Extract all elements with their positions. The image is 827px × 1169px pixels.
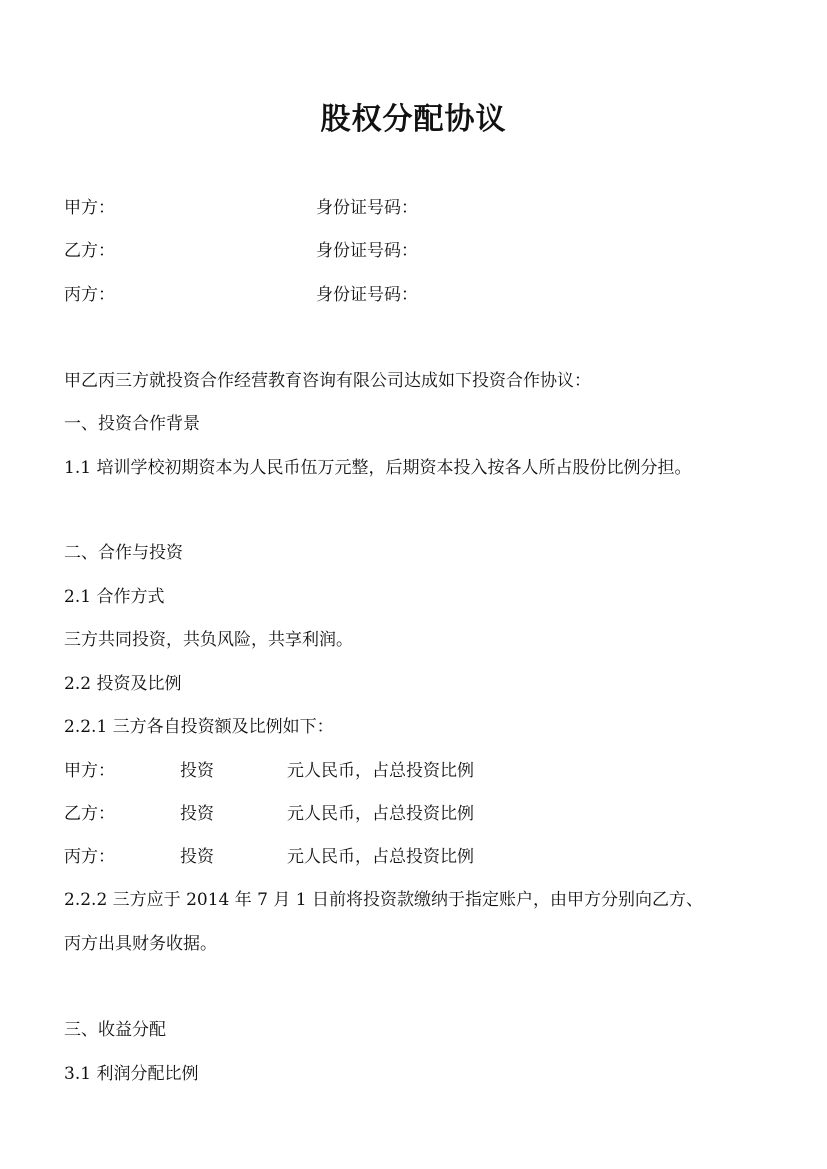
investment-c-label: 投资: [180, 847, 214, 867]
clause-2-1-heading: 2.1 合作方式: [64, 587, 165, 607]
party-a-id-label: 身份证号码：: [316, 198, 418, 218]
party-a-label: 甲方：: [64, 198, 115, 218]
section-2-heading: 二、合作与投资: [64, 543, 183, 563]
investment-b-unit: 元人民币，占总投资比例: [287, 804, 474, 824]
clause-2-1-text: 三方共同投资，共负风险，共享利润。: [64, 630, 353, 650]
clause-3-1-heading: 3.1 利润分配比例: [64, 1064, 199, 1084]
clause-1-1: 1.1 培训学校初期资本为人民币伍万元整，后期资本投入按各人所占股份比例分担。: [64, 458, 692, 478]
section-1-heading: 一、投资合作背景: [64, 414, 200, 434]
clause-2-2-heading: 2.2 投资及比例: [64, 674, 182, 694]
investment-b-label: 投资: [180, 804, 214, 824]
investment-a-label: 投资: [180, 761, 214, 781]
investment-c-unit: 元人民币，占总投资比例: [287, 847, 474, 867]
investment-party-a: 甲方：: [64, 761, 115, 781]
clause-2-2-2-line-2: 丙方出具财务收据。: [64, 934, 217, 954]
investment-party-c: 丙方：: [64, 847, 115, 867]
intro-paragraph: 甲乙丙三方就投资合作经营教育咨询有限公司达成如下投资合作协议：: [64, 371, 591, 391]
investment-party-b: 乙方：: [64, 804, 115, 824]
section-3-heading: 三、收益分配: [64, 1020, 166, 1040]
clause-2-2-2-line-1: 2.2.2 三方应于 2014 年 7 月 1 日前将投资款缴纳于指定账户，由甲方分别向乙方、: [64, 890, 703, 910]
document-title: 股权分配协议: [320, 102, 507, 137]
party-c-label: 丙方：: [64, 285, 115, 305]
party-c-id-label: 身份证号码：: [316, 285, 418, 305]
clause-2-2-1: 2.2.1 三方各自投资额及比例如下：: [64, 717, 334, 737]
investment-a-unit: 元人民币，占总投资比例: [287, 761, 474, 781]
party-b-label: 乙方：: [64, 241, 115, 261]
party-b-id-label: 身份证号码：: [316, 241, 418, 261]
